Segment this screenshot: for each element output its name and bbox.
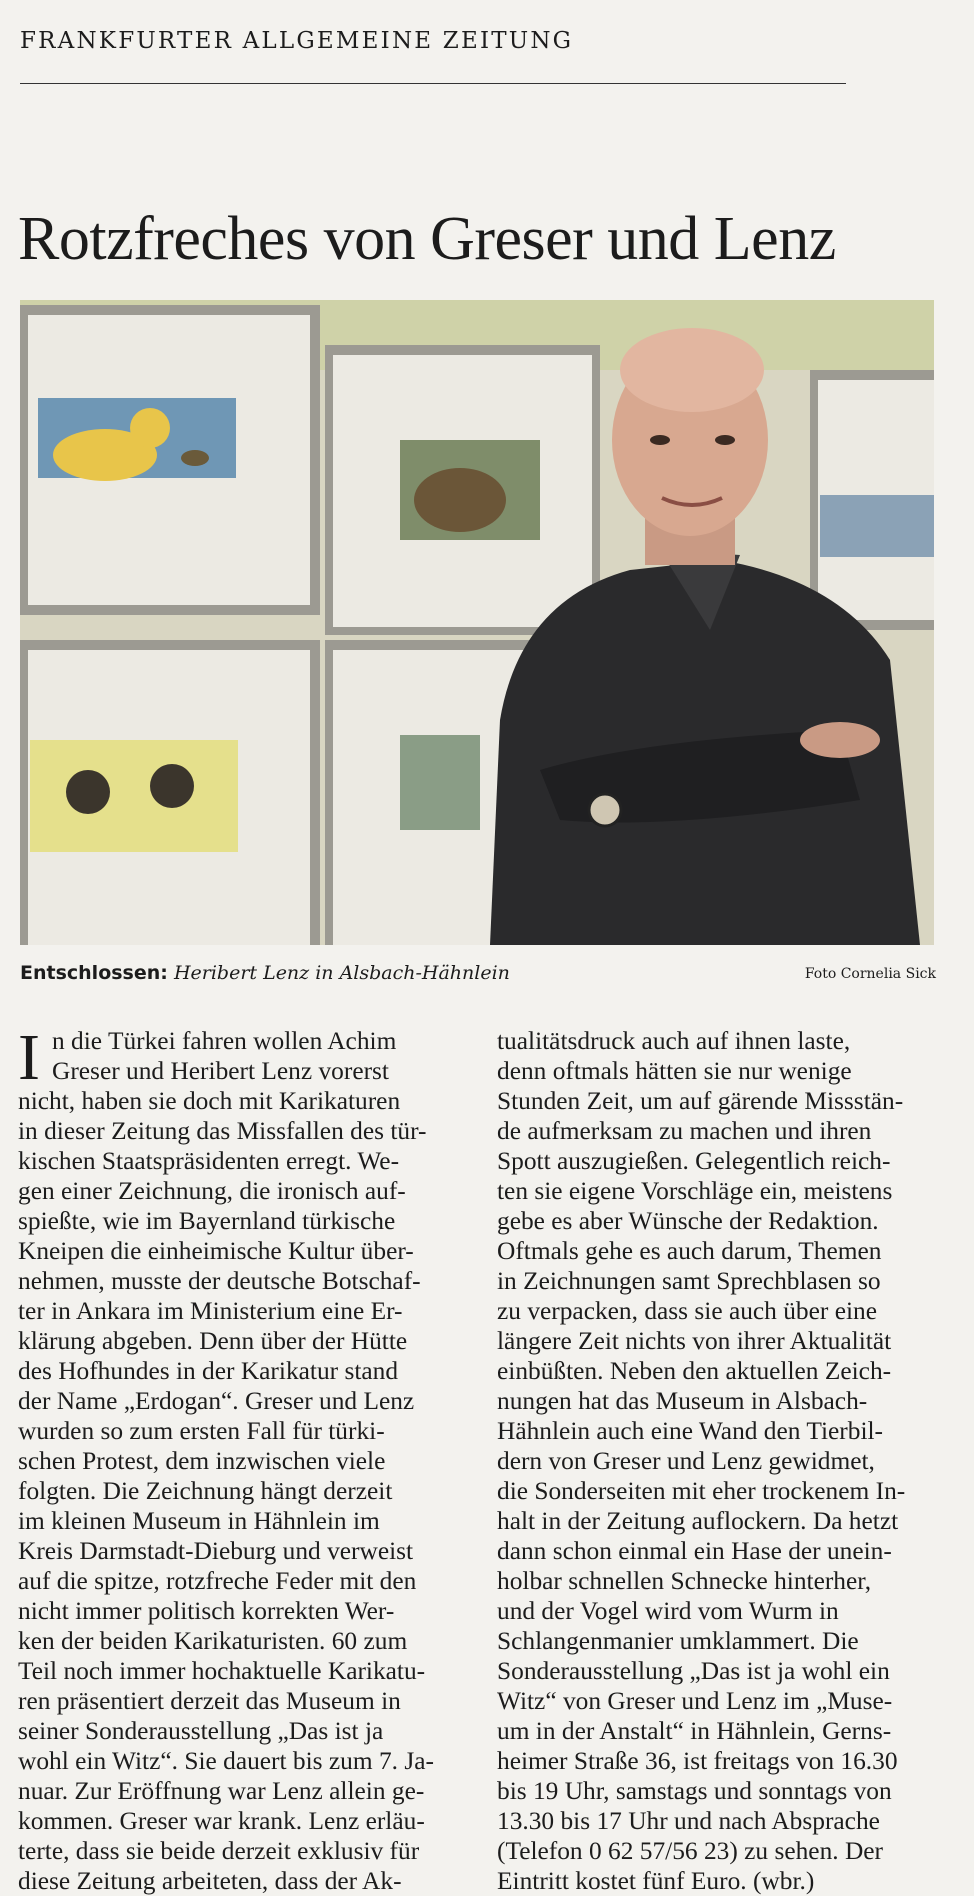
picture-frame-spiders xyxy=(20,640,320,945)
drop-cap: I xyxy=(18,1021,40,1094)
text-line: de aufmerksam zu machen und ihren xyxy=(497,1117,872,1145)
caption-text: Heribert Lenz in Alsbach-Hähnlein xyxy=(173,962,510,984)
text-line: Oftmals gehe es auch darum, Themen xyxy=(497,1237,882,1265)
masthead-rule xyxy=(20,83,846,84)
text-line: ren präsentiert derzeit das Museum in xyxy=(18,1687,401,1715)
text-line: ken der beiden Karikaturisten. 60 zum xyxy=(18,1627,408,1655)
article-column-left xyxy=(18,1021,458,1896)
text-line: wurden so zum ersten Fall für türki- xyxy=(18,1417,385,1445)
article-column-right xyxy=(497,1026,937,1896)
photo-caption xyxy=(20,962,510,984)
text-line: holbar schnellen Schnecke hinterher, xyxy=(497,1567,872,1595)
text-line: 13.30 bis 17 Uhr und nach Absprache xyxy=(497,1807,880,1835)
text-line: Kreis Darmstadt-Dieburg und verweist xyxy=(18,1537,414,1565)
picture-frame-duckling xyxy=(20,305,320,615)
text-line: des Hofhundes in der Karikatur stand xyxy=(18,1357,399,1385)
text-line: die Sonderseiten mit eher trockenem In- xyxy=(497,1477,906,1505)
text-line: nicht immer politisch korrekten Wer- xyxy=(18,1597,395,1625)
text-line: kommen. Greser war krank. Lenz erläu- xyxy=(18,1807,425,1835)
text-line: diese Zeitung arbeiteten, dass der Ak- xyxy=(18,1867,402,1895)
text-line: tualitätsdruck auch auf ihnen laste, xyxy=(497,1027,851,1055)
text-line: nuar. Zur Eröffnung war Lenz allein ge- xyxy=(18,1777,425,1805)
text-line: halt in der Zeitung auflockern. Da hetzt xyxy=(497,1507,899,1535)
text-line: schen Protest, dem inzwischen viele xyxy=(18,1447,386,1475)
text-line: heimer Straße 36, ist freitags von 16.30 xyxy=(497,1747,898,1775)
text-line: und der Vogel wird vom Wurm in xyxy=(497,1597,839,1625)
headline: Rotzfreches von Greser und Lenz xyxy=(18,205,836,273)
text-line: Hähnlein auch eine Wand den Tierbil- xyxy=(497,1417,884,1445)
text-line: dann schon einmal ein Hase der unein- xyxy=(497,1537,892,1565)
text-line: ter in Ankara im Ministerium eine Er- xyxy=(18,1297,403,1325)
text-line: Kneipen die einheimische Kultur über- xyxy=(18,1237,414,1265)
text-line: nicht, haben sie doch mit Karikaturen xyxy=(18,1087,401,1115)
text-line: gen einer Zeichnung, die ironisch auf- xyxy=(18,1177,406,1205)
text-line: einbüßten. Neben den aktuellen Zeich- xyxy=(497,1357,892,1385)
text-line: bis 19 Uhr, samstags und sonntags von xyxy=(497,1777,892,1805)
text-line: n die Türkei fahren wollen Achim xyxy=(52,1027,397,1055)
text-line: Witz“ von Greser und Lenz im „Muse- xyxy=(497,1687,893,1715)
picture-frame-right xyxy=(810,370,934,630)
text-line: wohl ein Witz“. Sie dauert bis zum 7. Ja- xyxy=(18,1747,434,1775)
article-photo xyxy=(20,300,934,945)
text-line: Sonderausstellung „Das ist ja wohl ein xyxy=(497,1657,890,1685)
text-line: im kleinen Museum in Hähnlein im xyxy=(18,1507,380,1535)
text-line: spießte, wie im Bayernland türkische xyxy=(18,1207,396,1235)
text-line: gebe es aber Wünsche der Redaktion. xyxy=(497,1207,879,1235)
text-line: zu verpacken, dass sie auch über eine xyxy=(497,1297,877,1325)
text-line: nehmen, musste der deutsche Botschaf- xyxy=(18,1267,421,1295)
masthead: FRANKFURTER ALLGEMEINE ZEITUNG xyxy=(20,28,574,54)
text-line: in Zeichnungen samt Sprechblasen so xyxy=(497,1267,881,1295)
text-line: kischen Staatspräsidenten erregt. We- xyxy=(18,1147,400,1175)
text-line: terte, dass sie beide derzeit exklusiv für xyxy=(18,1837,420,1865)
text-line: auf die spitze, rotzfreche Feder mit den xyxy=(18,1567,417,1595)
text-line: Teil noch immer hochaktuelle Karikatu- xyxy=(18,1657,426,1685)
text-line: folgten. Die Zeichnung hängt derzeit xyxy=(18,1477,393,1505)
text-line: Spott auszugießen. Gelegentlich reich- xyxy=(497,1147,891,1175)
text-line: Eintritt kostet fünf Euro. (wbr.) xyxy=(497,1867,815,1895)
text-line: Greser und Heribert Lenz vorerst xyxy=(52,1057,389,1085)
text-line: in dieser Zeitung das Missfallen des tür- xyxy=(18,1117,427,1145)
text-line: nungen hat das Museum in Alsbach- xyxy=(497,1387,868,1415)
text-line: dern von Greser und Lenz gewidmet, xyxy=(497,1447,875,1475)
photo-credit: Foto Cornelia Sick xyxy=(804,966,936,982)
text-line: der Name „Erdogan“. Greser und Lenz xyxy=(18,1387,415,1415)
text-line: klärung abgeben. Denn über der Hütte xyxy=(18,1327,408,1355)
text-line: (Telefon 0 62 57/56 23) zu sehen. Der xyxy=(497,1837,884,1865)
text-line: Schlangenmanier umklammert. Die xyxy=(497,1627,859,1655)
text-line: denn oftmals hätten sie nur wenige xyxy=(497,1057,852,1085)
text-line: Stunden Zeit, um auf gärende Missstän- xyxy=(497,1087,904,1115)
text-line: seiner Sonderausstellung „Das ist ja xyxy=(18,1717,384,1745)
text-line: längere Zeit nichts von ihrer Aktualität xyxy=(497,1327,892,1355)
text-line: ten sie eigene Vorschläge ein, meistens xyxy=(497,1177,893,1205)
caption-lead: Entschlossen: xyxy=(20,962,168,984)
text-line: um in der Anstalt“ in Hähnlein, Gerns- xyxy=(497,1717,892,1745)
picture-frame-bear xyxy=(325,345,600,635)
